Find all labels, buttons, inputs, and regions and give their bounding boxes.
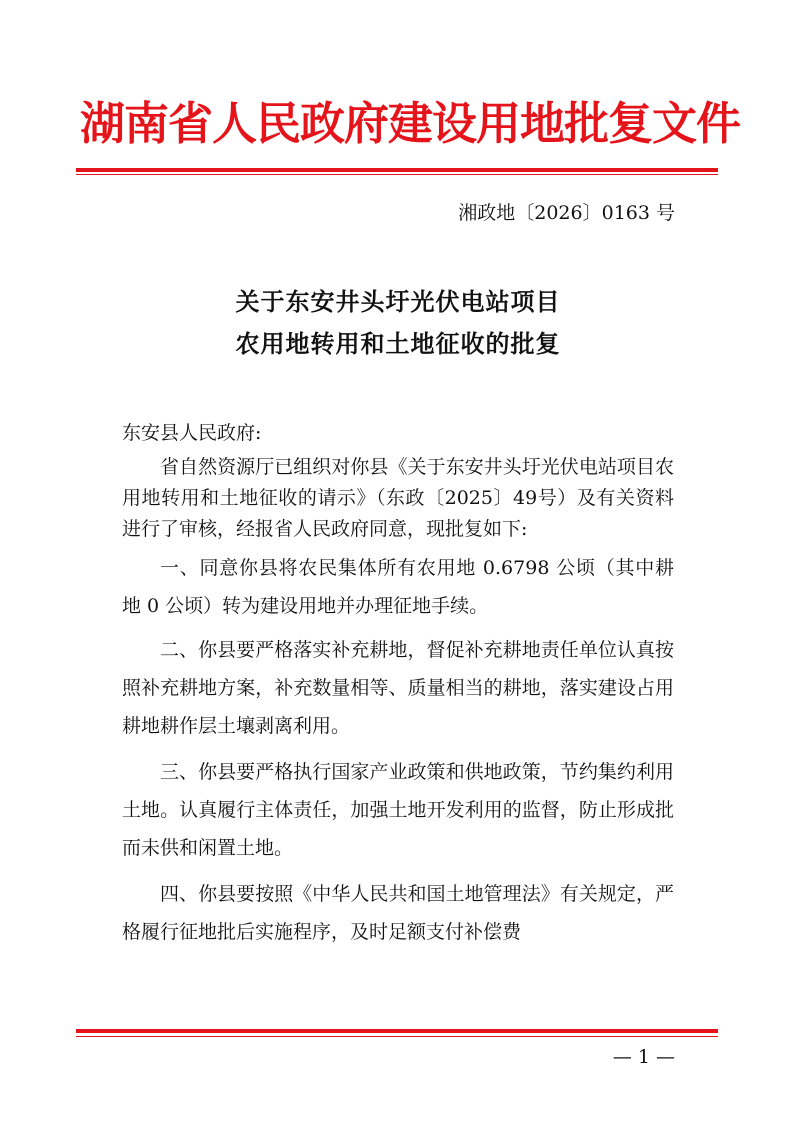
document-number: 湘政地〔2026〕0163 号: [458, 202, 675, 224]
footer-divider-thin: [76, 1036, 718, 1037]
body-paragraph-2: 二、你县要严格落实补充耕地，督促补充耕地责任单位认真按照补充耕地方案，补充数量相等、质量相当的耕地，落实建设占用耕地耕作层土壤剥离利用。: [122, 639, 674, 737]
header-divider-thin: [76, 174, 718, 175]
document-header-title: 湖南省人民政府建设用地批复文件: [80, 97, 741, 150]
page-number: — 1 —: [612, 1046, 675, 1068]
document-title-line-2: 农用地转用和土地征收的批复: [235, 329, 561, 358]
document-body: [122, 452, 674, 951]
body-paragraph-3: 三、你县要严格执行国家产业政策和供地政策，节约集约利用土地。认真履行主体责任，加强土地开发利用的监督，防止形成批而未供和闲置土地。: [122, 761, 674, 859]
addressee: 东安县人民政府:: [122, 422, 262, 444]
body-paragraph-intro: 省自然资源厅已组织对你县《关于东安井头圩光伏电站项目农用地转用和土地征收的请示》（东政〔2025〕49号）及有关资料进行了审核，经报省人民政府同意，现批复如下:: [122, 456, 674, 540]
header-divider-thick: [76, 168, 718, 172]
body-paragraph-1: 一、同意你县将农民集体所有农用地 0.6798 公顷（其中耕地 0 公顷）转为建设用地并办理征地手续。: [122, 557, 674, 617]
body-paragraph-4: 四、你县要按照《中华人民共和国土地管理法》有关规定，严格履行征地批后实施程序，及时足额支付补偿费: [122, 883, 674, 943]
document-title-line-1: 关于东安井头圩光伏电站项目: [235, 287, 561, 316]
document-title: [80, 281, 716, 365]
footer-divider-thick: [76, 1029, 718, 1033]
